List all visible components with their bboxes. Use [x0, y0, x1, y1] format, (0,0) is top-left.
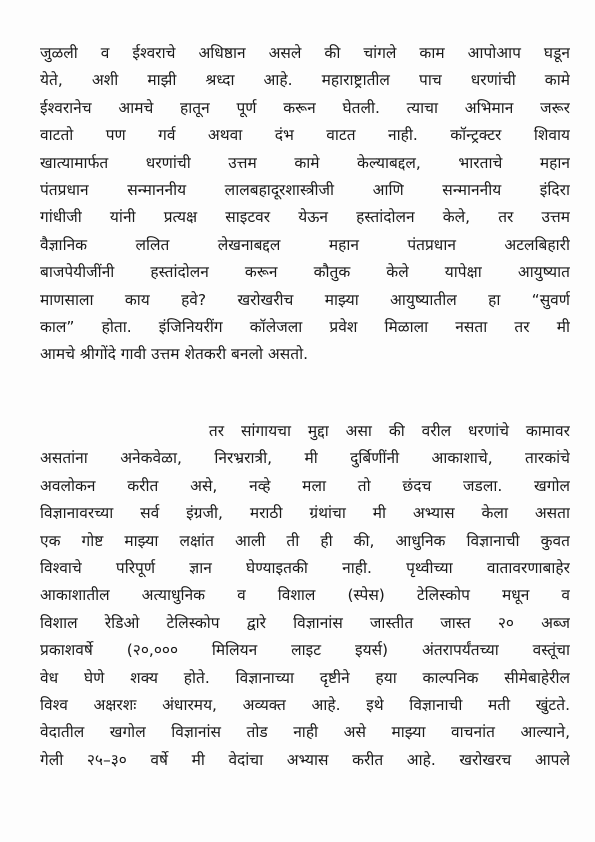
text-line: विज्ञानावरच्या सर्व इंग्रजी, मराठी ग्रंथांचा मी अभ्यास केला असता [40, 504, 570, 523]
text-line: पंतप्रधान सन्माननीय लालबहादूरशास्त्रीजी आणि सन्माननीय इंदिरा [40, 180, 570, 199]
text-line: विशाल रेडिओ टेलिस्कोप द्वारे विज्ञानांस जास्तीत जास्त २० अब्ज [40, 613, 570, 632]
text-line: आकाशातील अत्याधुनिक व विशाल (स्पेस) टेलिस्कोप मधून व [40, 586, 570, 605]
text-line: विश्वाचे परिपूर्ण ज्ञान घेण्याइतकी नाही. पृथ्वीच्या वातावरणाबाहेर [40, 558, 570, 577]
paragraph-1 [40, 40, 570, 369]
text-line: वेध घेणे शक्य होते. विज्ञानाच्या दृष्टीने हया काल्पनिक सीमेबाहेरील [40, 668, 570, 687]
text-line: असतांना अनेकवेळा, निरभ्ररात्री, मी दुर्बिणींनी आकाशाचे, तारकांचे [40, 449, 570, 468]
text-line: तर सांगायचा मुद्दा असा की वरील धरणांचे कामावर [40, 422, 570, 440]
text-line: गांधीजी यांनी प्रत्यक्ष साइटवर येऊन हस्तांदोलन केले, तर उत्तम [40, 208, 570, 227]
text-line: वैज्ञानिक ललित लेखनाबद्दल महान पंतप्रधान अटलबिहारी [40, 235, 570, 254]
text-line: माणसाला काय हवे? खरोखरीच माझ्या आयुष्यातील हा “सुवर्ण [40, 290, 570, 309]
text-line: वेदातील खगोल विज्ञानांस तोड नाही असे माझ्या वाचनांत आल्याने, [40, 723, 570, 742]
text-line: गेली २५–३० वर्षे मी वेदांचा अभ्यास करीत आहे. खरोखरच आपले [40, 750, 570, 769]
text-line: अवलोकन करीत असे, नव्हे मला तो छंदच जडला. खगोल [40, 476, 570, 495]
text-line: आमचे श्रीगोंदे गावी उत्तम शेतकरी बनलो असतो. [40, 345, 309, 364]
text-line: जुळली व ईश्वराचे अधिष्ठान असले की चांगले काम आपोआप घडून [40, 44, 570, 62]
text-line: एक गोष्ट माझ्या लक्षांत आली ती ही की, आधुनिक विज्ञानाची कुवत [40, 531, 570, 550]
text-line: खात्यामार्फत धरणांची उत्तम कामे केल्याबद्दल, भारताचे महान [40, 153, 570, 172]
text-line: बाजपेयीजींनी हस्तांदोलन करून कौतुक केले यापेक्षा आयुष्यात [40, 263, 570, 282]
text-line: येते, अशी माझी श्रध्दा आहे. महाराष्ट्रातील पाच धरणांची कामे [40, 71, 570, 90]
text-line: ईश्वरानेच आमचे हातून पूर्ण करून घेतली. त्याचा अभिमान जरूर [40, 98, 570, 117]
text-line: वाटतो पण गर्व अथवा दंभ वाटत नाही. कॉन्ट्रक्टर शिवाय [40, 126, 570, 145]
text-line: काल” होता. इंजिनियरींग कॉलेजला प्रवेश मिळाला नसता तर मी [40, 317, 570, 336]
text-line: प्रकाशवर्षे (२०,००० मिलियन लाइट इयर्स) अंतरापर्यंतच्या वस्तूंचा [40, 641, 570, 660]
text-line: विश्व अक्षरशः अंधारमय, अव्यक्त आहे. इथे विज्ञानाची मती खुंटते. [40, 695, 570, 714]
paragraph-2 [40, 418, 570, 774]
